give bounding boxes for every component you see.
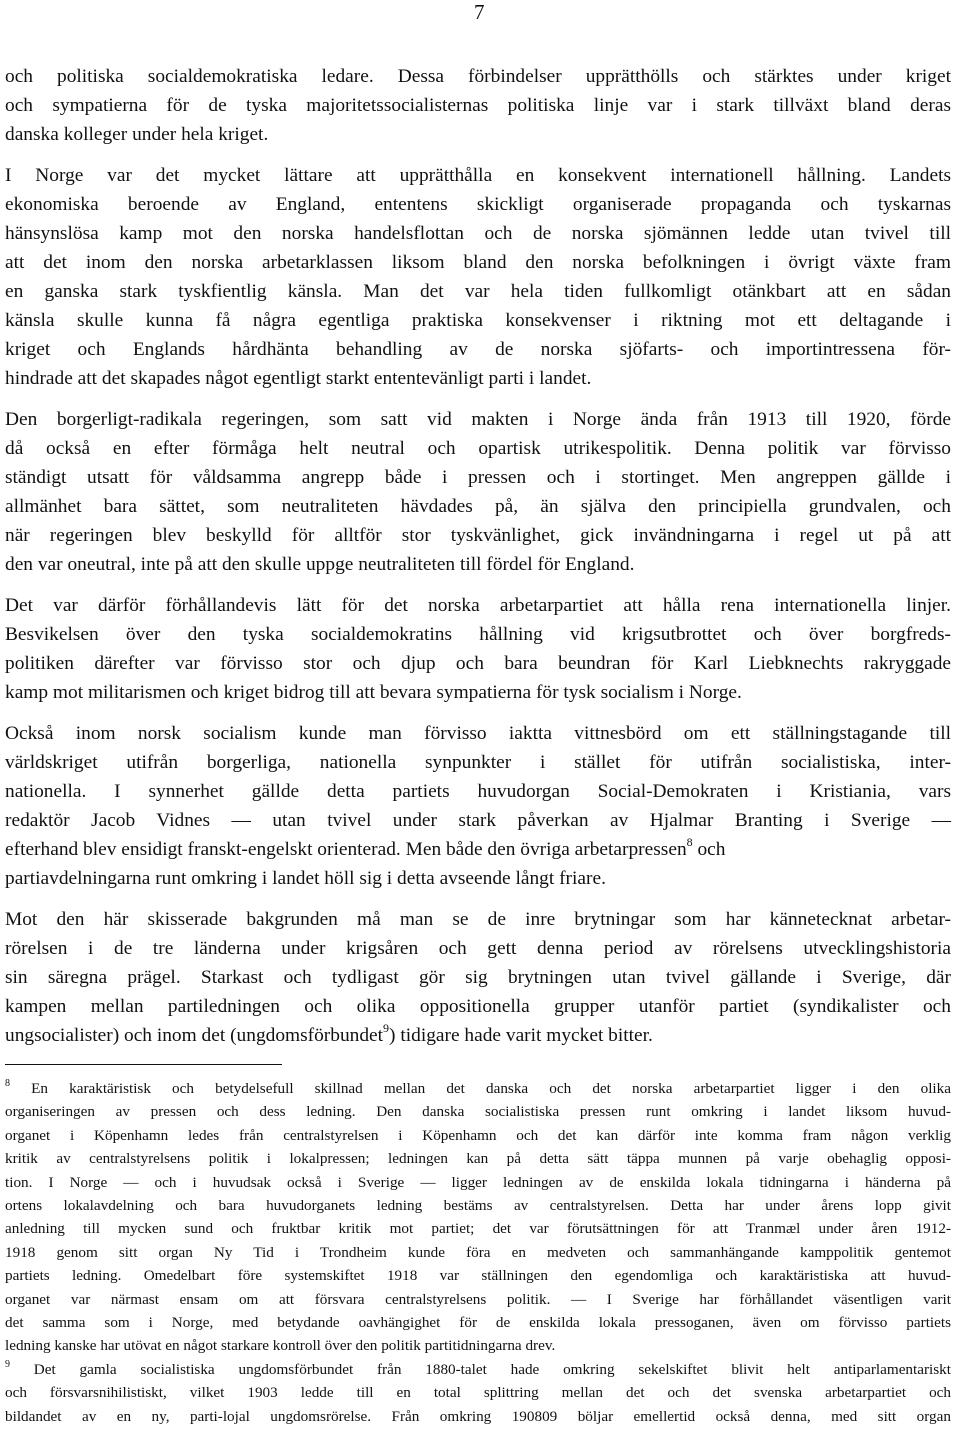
text-line: redaktör Jacob Vidnes — utan tvivel under stark påverkan av Hjalmar Branting i Sverige — xyxy=(5,810,951,831)
text-line: hindrade att det skapades något egentligt starkt ententevänligt parti i landet. xyxy=(5,368,592,389)
text-line: den var oneutral, inte på att den skulle uppge neutraliteten till fördel för England. xyxy=(5,554,635,575)
footnote-8 xyxy=(5,1077,951,1358)
footnote-ref-9[interactable]: 9 xyxy=(383,1021,390,1035)
text-line: Mot den här skisserade bakgrunden må man se de inre brytningar som har kännetecknat arbetar- xyxy=(5,909,951,930)
text-line: och sympatierna för de tyska majoritetssocialisternas politiska linje var i stark tillväxt bland deras xyxy=(5,95,951,116)
paragraph xyxy=(5,405,951,579)
text-line: rörelsen i de tre länderna under krigsåren och gett denna period av rörelsens utvecklingshistoria xyxy=(5,938,951,959)
text-fragment: och xyxy=(692,839,726,860)
paragraph xyxy=(5,719,951,893)
text-fragment: ) tidigare hade varit mycket bitter. xyxy=(389,1025,653,1046)
paragraph xyxy=(5,591,951,707)
text-line: känsla skulle kunna få några egentliga praktiska konsekvenser i riktning mot ett deltagande i xyxy=(5,310,951,331)
footnote-line: det samma som i Norge, med betydande oavhängighet för de enskilda lokala pressoganen, även om förvisso partiets xyxy=(5,1314,951,1332)
text-line xyxy=(5,1021,951,1050)
footnote-line: organiseringen av pressen och dess ledning. Den danska socialistiska pressen runt omkring i landet liksom huvud- xyxy=(5,1103,951,1121)
text-line: Den borgerligt-radikala regeringen, som satt vid makten i Norge ända från 1913 till 1920, förde xyxy=(5,409,951,430)
text-line: och politiska socialdemokratiska ledare. Dessa förbindelser upprätthölls och stärktes under kriget xyxy=(5,66,951,87)
text-line: ständigt utsatt för våldsamma angrepp både i pressen och i stortinget. Men angreppen gällde i xyxy=(5,467,951,488)
text-line: hänsynslösa kamp mot den norska handelsflottan och de norska sjömännen ledde utan tvivel till xyxy=(5,223,951,244)
footnote-line: 1918 genom sitt organ Ny Tid i Trondheim kunde föra en medveten och sammanhängande kamppolitik gentemot xyxy=(5,1243,951,1261)
text-line: att det inom den norska arbetarklassen liksom bland den norska befolkningen i övrigt växte fram xyxy=(5,252,951,273)
footnote-line: tion. I Norge — och i huvudsak också i Sverige — ligger ledningen av de enskilda lokala tidningarna i händerna på xyxy=(5,1173,951,1191)
paragraph xyxy=(5,161,951,393)
footnote-line: partiets ledning. Omedelbart före systemskiftet 1918 var ställningen den egendomliga och karaktäristiska att huvud- xyxy=(5,1267,951,1285)
text-fragment: ungsocialister) och inom det (ungdomsförbundet xyxy=(5,1025,384,1046)
text-line: Det var därför förhållandevis lätt för det norska arbetarpartiet att hålla rena internationella linjer. xyxy=(5,595,951,616)
text-line: I Norge var det mycket lättare att upprätthålla en konsekvent internationell hållning. Landets xyxy=(5,165,951,186)
main-text xyxy=(5,62,951,1062)
footnote-line xyxy=(5,1077,951,1100)
footnote-mark: 8 xyxy=(5,1078,10,1089)
text-line: politiken därefter var förvisso stor och djup och bara beundran för Karl Liebknechts rakryggade xyxy=(5,653,951,674)
footnotes xyxy=(5,1077,951,1428)
text-line: danska kolleger under hela kriget. xyxy=(5,124,269,145)
text-line: Besvikelsen över den tyska socialdemokratins hållning vid krigsutbrottet och över borgfreds- xyxy=(5,624,951,645)
footnote-9 xyxy=(5,1358,951,1428)
footnote-line xyxy=(5,1358,951,1381)
text-line: sin säregna prägel. Starkast och tydligast gör sig brytningen utan tvivel gällande i Sverige, där xyxy=(5,967,951,988)
text-line: kampen mellan partiledningen och olika oppositionella grupper utanför partiet (syndikalister och xyxy=(5,996,951,1017)
paragraph xyxy=(5,905,951,1050)
footnote-line: organet var närmast ensam om att försvara centralstyrelsens politik. — I Sverige har förhållandet väsentligen varit xyxy=(5,1290,951,1308)
text-line: en ganska stark tyskfientlig känsla. Man det var hela tiden fullkomligt otänkbart att en sådan xyxy=(5,281,951,302)
text-line: Också inom norsk socialism kunde man förvisso iaktta vittnesbörd om ett ställningstagande till xyxy=(5,723,951,744)
text-line: då också en efter förmåga helt neutral och opartisk utrikespolitik. Denna politik var förvisso xyxy=(5,438,951,459)
text-line: nationella. I synnerhet gällde detta partiets huvudorgan Social-Demokraten i Kristiania, vars xyxy=(5,781,951,802)
text-line: världskriget utifrån borgerliga, nationella synpunkter i stället för utifrån socialistiska, inter- xyxy=(5,752,951,773)
text-line xyxy=(5,835,951,864)
text-line: ekonomiska beroende av England, ententens skickligt organiserade propaganda och tyskarnas xyxy=(5,194,951,215)
text-line: allmänhet bara sättet, som neutraliteten hävdades på, än själva den principiella grundvalen, och xyxy=(5,496,951,517)
paragraph xyxy=(5,62,951,149)
footnote-line: bildandet av en ny, parti-lojal ungdomsrörelse. Från omkring 190809 böljar emellertid också denna, med sitt organ xyxy=(5,1407,951,1425)
footnote-line: organet i Köpenhamn ledes från centralstyrelsen i Köpenhamn och det kan därför inte komma fram någon verklig xyxy=(5,1126,951,1144)
text-line: partiavdelningarna runt omkring i landet höll sig i detta avseende långt friare. xyxy=(5,868,606,889)
footnote-line: anledning till mycken sund och fruktbar kritik mot partiet; det var förutsättningen för att Tranmæl under åren 1912- xyxy=(5,1220,951,1238)
text-line: när regeringen blev beskylld för alltför stor tyskvänlighet, gick invändningarna i regel ut på att xyxy=(5,525,951,546)
footnote-divider xyxy=(5,1064,282,1065)
text-line: kamp mot militarismen och kriget bidrog till att bevara sympatierna för tysk socialism i Norge. xyxy=(5,682,742,703)
footnote-line: ledning kanske har utövat en något starkare kontroll över den politik partitidningarna drev. xyxy=(5,1337,556,1355)
footnote-line: och försvarsnihilistiskt, vilket 1903 ledde till en total splittring mellan det och det svenska arbetarpartiet och xyxy=(5,1384,951,1402)
text-fragment: En karaktäristisk och betydelsefull skillnad mellan det danska och det norska arbetarpartiet ligger i den olika xyxy=(10,1080,951,1097)
footnote-mark: 9 xyxy=(5,1358,10,1370)
footnote-line: kritik av centralstyrelsens politik i lokalpressen; ledningen kan på detta sätt täppa munnen på varje obehaglig opposi- xyxy=(5,1150,951,1168)
text-fragment: efterhand blev ensidigt franskt-engelskt orienterad. Men både den övriga arbetarpressen xyxy=(5,839,687,860)
footnote-line: ortens lokalavdelning och bara huvudorganets ledning bestäms av centralstyrelsen. Detta har under årens lopp givit xyxy=(5,1197,951,1215)
text-fragment: Det gamla socialistiska ungdomsförbundet från 1880-talet hade omkring sekelskiftet blivit helt antiparlamentariskt xyxy=(10,1360,951,1378)
footnote-ref-8[interactable]: 8 xyxy=(686,835,693,849)
page-number: 7 xyxy=(474,0,485,24)
text-line: kriget och Englands hårdhänta behandling av de norska sjöfarts- och importintressena för- xyxy=(5,339,951,360)
